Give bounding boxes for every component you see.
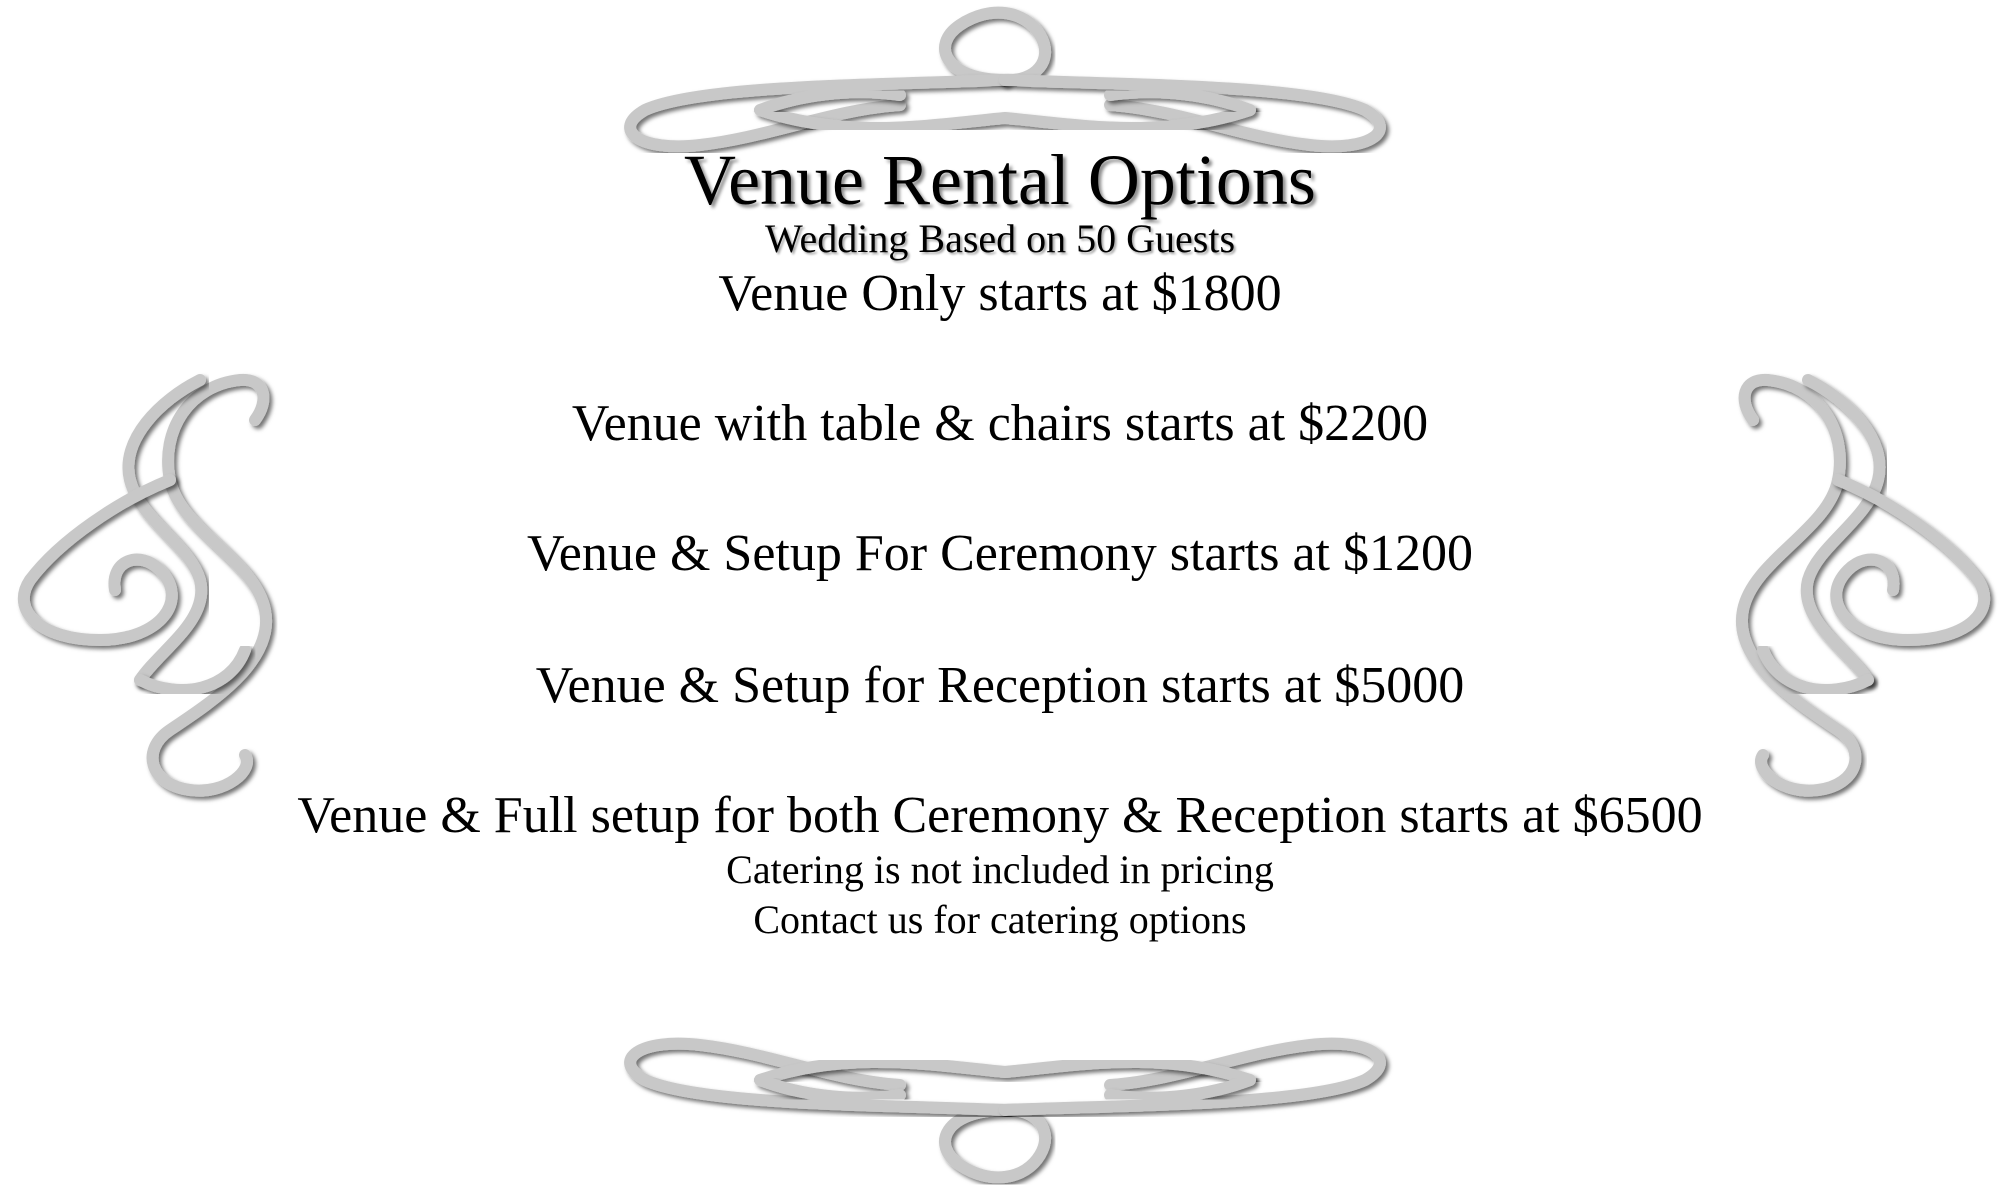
top-flourish-ornament <box>480 13 1530 147</box>
pricing-option-table-chairs: Venue with table & chairs starts at $2200 <box>571 395 1429 452</box>
pricing-option-ceremony-setup: Venue & Setup For Ceremony starts at $1200 <box>527 525 1473 582</box>
catering-contact-note: Contact us for catering options <box>753 897 1247 942</box>
pricing-option-full-setup: Venue & Full setup for both Ceremony & Reception starts at $6500 <box>297 787 1703 844</box>
catering-note: Catering is not included in pricing <box>726 847 1274 892</box>
pricing-option-reception-setup: Venue & Setup for Reception starts at $5000 <box>535 657 1465 714</box>
page-subtitle: Wedding Based on 50 Guests <box>764 216 1236 261</box>
bottom-flourish-ornament <box>480 1044 1530 1178</box>
pricing-option-venue-only: Venue Only starts at $1800 <box>718 265 1282 322</box>
page-title: Venue Rental Options <box>684 140 1316 220</box>
